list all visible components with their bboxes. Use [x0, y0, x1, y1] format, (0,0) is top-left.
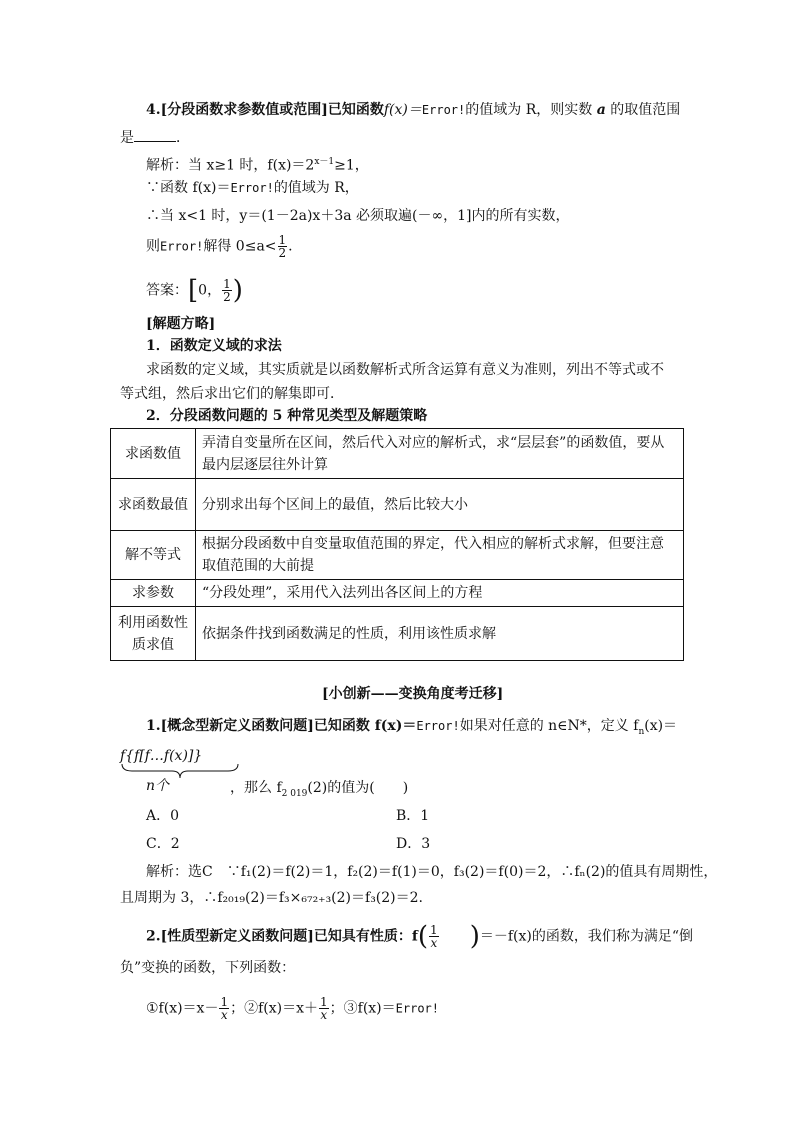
- q4-sol4-error: Error!: [160, 239, 204, 254]
- func-2-frac: [319, 996, 329, 1021]
- inno-q2-line2: 负”变换的函数，下列函数：: [120, 960, 296, 976]
- q4-sol2-error: Error!: [230, 181, 274, 195]
- func-1-frac: [219, 996, 229, 1021]
- inno-q2-post: ＝－f(x)的函数，我们称为满足“倒: [479, 928, 694, 945]
- table-row: [111, 429, 684, 479]
- strategy-h1: 1．函数定义域的求法: [146, 338, 282, 354]
- table-row: [111, 580, 684, 607]
- strategy-p1a: 求函数的定义域，其实质就是以函数解析式所含运算有意义为准则，列出不等式或不: [146, 362, 664, 378]
- table-value: 依据条件找到函数满足的性质，利用该性质求解: [196, 607, 684, 661]
- frac-numerator: 1: [220, 995, 229, 1009]
- inno-q1-ask: [230, 778, 408, 804]
- q4-line2: [120, 128, 190, 148]
- option-a: A．0: [146, 808, 180, 824]
- inno-q1-tail: (x)＝: [644, 718, 678, 734]
- q4-answer-right-paren: ): [232, 275, 243, 306]
- frac-denominator: x: [430, 936, 438, 950]
- q4-sol4-pre: 则: [146, 238, 160, 255]
- q4-title: 4.[分段函数求参数值或范围]已知函数: [146, 102, 384, 118]
- right-paren: ): [469, 921, 480, 952]
- inno-q1-ask-pre: ，那么 f: [230, 780, 282, 796]
- strategy-p1b: 等式组，然后求出它们的解集即可．: [120, 386, 344, 402]
- frac-denominator: x: [220, 1008, 228, 1022]
- q4-solution-1: [146, 152, 369, 176]
- inno-q1-pre: 1.[概念型新定义函数问题]已知函数 f(x)＝: [146, 718, 417, 734]
- table-key: 解不等式: [111, 531, 196, 580]
- q4-answer: [146, 275, 243, 306]
- q4-line1-tail: 的取值范围: [610, 102, 681, 118]
- frac-numerator: 1: [320, 995, 328, 1009]
- left-paren: (: [417, 921, 429, 952]
- q4-answer-fraction: [222, 278, 232, 303]
- q4-solution-3: ∴当 x<1 时，y＝(1－2a)x＋3a 必须取遍(－∞，1]内的所有实数，: [146, 208, 570, 224]
- frac-numerator: 1: [430, 923, 438, 937]
- innovation-heading: [小创新——变换角度考迁移]: [322, 686, 504, 702]
- q4-sol2-pre: ∵函数 f(x)＝: [146, 180, 231, 196]
- table-value: 根据分段函数中自变量取值范围的界定，代入相应的解析式求解，但要注意取值范围的大前提: [196, 531, 684, 580]
- func-3-error: Error!: [395, 1001, 440, 1016]
- q4-answer-zero: 0，: [198, 282, 222, 299]
- inno-q1-mid: 如果对任意的 n∈N*，定义 f: [459, 718, 639, 734]
- inno-q1-ask-tail: (2)的值为( ): [307, 780, 409, 796]
- table-row: [111, 479, 684, 531]
- q4-answer-label: 答案：: [146, 282, 188, 299]
- q4-sol1-tail: ≥1，: [334, 157, 369, 174]
- func-3: ；③f(x)＝: [329, 1000, 396, 1017]
- inno-q1-ask-sub: 2 019: [281, 788, 308, 799]
- inno-q2-functions: [146, 996, 439, 1021]
- q4-sol4-mid: 解得 0≤a<: [203, 238, 277, 255]
- q4-range-text: 的值域为 R，则实数: [465, 102, 593, 118]
- inno-sol-label: 解析：: [146, 864, 188, 880]
- inno-q2-frac: [429, 924, 439, 949]
- frac-numerator: 1: [278, 233, 287, 247]
- frac-denominator: x: [320, 1008, 328, 1022]
- table-value: 分别求出每个区间上的最值，然后比较大小: [196, 479, 684, 531]
- strategy-heading: [解题方略]: [146, 316, 216, 332]
- table-value: “分段处理”，采用代入法列出各区间上的方程: [196, 580, 684, 607]
- inno-q2-pre: 2.[性质型新定义函数问题]已知具有性质：f: [146, 928, 418, 945]
- table-key: 利用函数性质求值: [111, 607, 196, 661]
- q4-sol-label: 解析：: [146, 157, 188, 174]
- q4-answer-blank: [134, 129, 176, 142]
- func-1: ①f(x)＝x－: [146, 1000, 219, 1017]
- strategy-h2: 2．分段函数问题的 5 种常见类型及解题策略: [146, 408, 428, 424]
- inno-sol-text1: 选C ∵f₁(2)＝f(2)＝1，f₂(2)＝f(1)＝0，f₃(2)＝f(0)＝2，∴fₙ(2)的值具有周期性，: [188, 864, 718, 880]
- table-value: 弄清自变量所在区间，然后代入对应的解析式，求“层层套”的函数值，要从最内层逐层往外计算: [196, 429, 684, 479]
- q4-sol2-post: 的值域为 R，: [273, 180, 359, 196]
- q4-error-text: Error!: [421, 103, 466, 117]
- table-key: 求函数值: [111, 429, 196, 479]
- frac-denominator: 2: [278, 246, 287, 260]
- q4-line2-post: ．: [176, 130, 190, 146]
- frac-numerator: 1: [223, 277, 231, 291]
- inno-sol-line2: 且周期为 3，∴f₂₀₁₉(2)＝f₃×₆₇₂₊₃(2)＝f₃(2)＝2.: [120, 890, 423, 906]
- frac-denominator: 2: [223, 290, 231, 304]
- inno-q1-error: Error!: [416, 719, 460, 733]
- inno-sol-line1: [146, 862, 717, 882]
- inno-brace-label: n个: [146, 778, 170, 794]
- func-2: ；②f(x)＝x＋: [230, 1000, 318, 1017]
- q4-var-a: a: [596, 102, 606, 118]
- table-key: 求参数: [111, 580, 196, 607]
- q4-solution-4: [146, 234, 293, 259]
- q4-line1: [146, 100, 680, 120]
- underbrace-icon: [120, 762, 240, 780]
- q4-fraction-half: [278, 234, 288, 259]
- strategy-table: [110, 428, 684, 661]
- q4-sol1: 当 x≥1 时，f(x)＝2: [188, 157, 315, 174]
- option-d: D．3: [396, 836, 431, 852]
- inno-q1-sub: n: [638, 726, 645, 737]
- table-row: [111, 531, 684, 580]
- inno-nested-function: f{f[f…f(x)]}: [120, 748, 203, 764]
- inno-q2-line1: [146, 921, 694, 952]
- q4-sol1-exponent: x－1: [314, 157, 335, 167]
- q4-answer-left-bracket: [: [188, 275, 199, 306]
- table-row: [111, 607, 684, 661]
- q4-fx: f(x)＝: [383, 102, 422, 118]
- q4-period: .: [288, 238, 293, 255]
- option-c: C．2: [146, 836, 180, 852]
- option-b: B．1: [396, 808, 430, 824]
- q4-solution-2: [146, 178, 359, 198]
- table-key: 求函数最值: [111, 479, 196, 531]
- inno-q1-line1: [146, 716, 677, 742]
- q4-line2-pre: 是: [120, 130, 134, 146]
